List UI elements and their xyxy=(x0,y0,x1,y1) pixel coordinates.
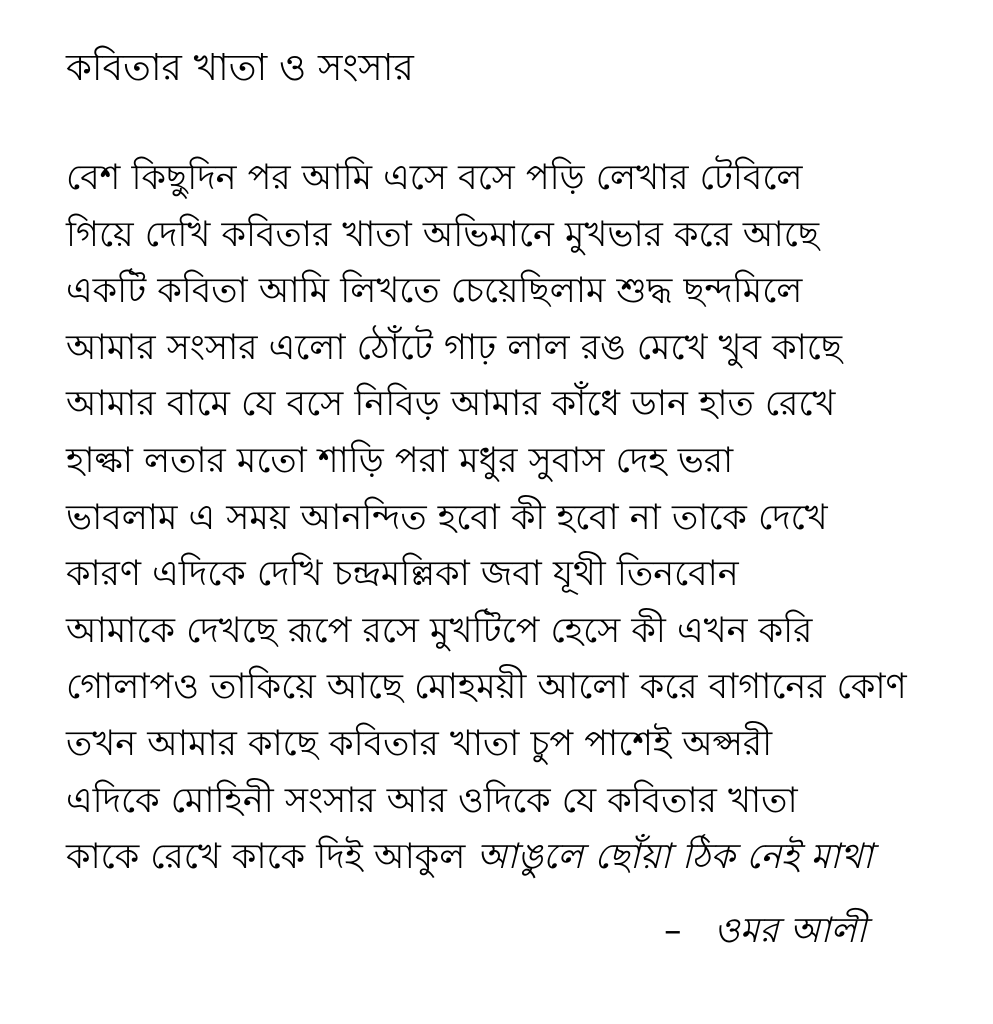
poem-line: আমার বামে যে বসে নিবিড় আমার কাঁধে ডান হাত রেখে xyxy=(66,384,836,425)
poem-last-line-plain: কাকে রেখে কাকে দিই আকুল xyxy=(66,837,477,878)
poem-line: আমার সংসার এলো ঠোঁটে গাঢ় লাল রঙ মেখে খুব কাছে xyxy=(66,327,843,368)
poem-line: এদিকে মোহিনী সংসার আর ওদিকে যে কবিতার খাতা xyxy=(66,780,798,821)
signature xyxy=(664,903,867,959)
author-name: ওমর আলী xyxy=(714,911,867,951)
poem-title: কবিতার খাতা ও সংসার xyxy=(66,46,414,89)
poem-line: ভাবলাম এ সময় আনন্দিত হবো কী হবো না তাকে দেখে xyxy=(66,497,828,538)
poem-line: তখন আমার কাছে কবিতার খাতা চুপ পাশেই অপ্সরী xyxy=(66,723,773,764)
poem-line: একটি কবিতা আমি লিখতে চেয়েছিলাম শুদ্ধ ছন্দমিলে xyxy=(66,271,803,312)
poem-body xyxy=(66,150,907,886)
poem-last-line-italic: আঙুলে ছোঁয়া ঠিক নেই মাথা xyxy=(476,837,873,878)
signature-dash: – xyxy=(664,911,682,951)
poem-last-line xyxy=(66,829,907,886)
poem-line: বেশ কিছুদিন পর আমি এসে বসে পড়ি লেখার টেবিলে xyxy=(66,158,803,198)
poem-line: গোলাপও তাকিয়ে আছে মোহময়ী আলো করে বাগানের কোণ xyxy=(66,667,907,708)
poem-line: হাল্কা লতার মতো শাড়ি পরা মধুর সুবাস দেহ ভরা xyxy=(66,440,734,481)
poem-line: কারণ এদিকে দেখি চন্দ্রমল্লিকা জবা যূথী তিনবোন xyxy=(66,554,739,595)
poem-line: গিয়ে দেখি কবিতার খাতা অভিমানে মুখভার করে আছে xyxy=(66,214,820,255)
poem-line: আমাকে দেখছে রূপে রসে মুখটিপে হেসে কী এখন করি xyxy=(66,610,813,651)
